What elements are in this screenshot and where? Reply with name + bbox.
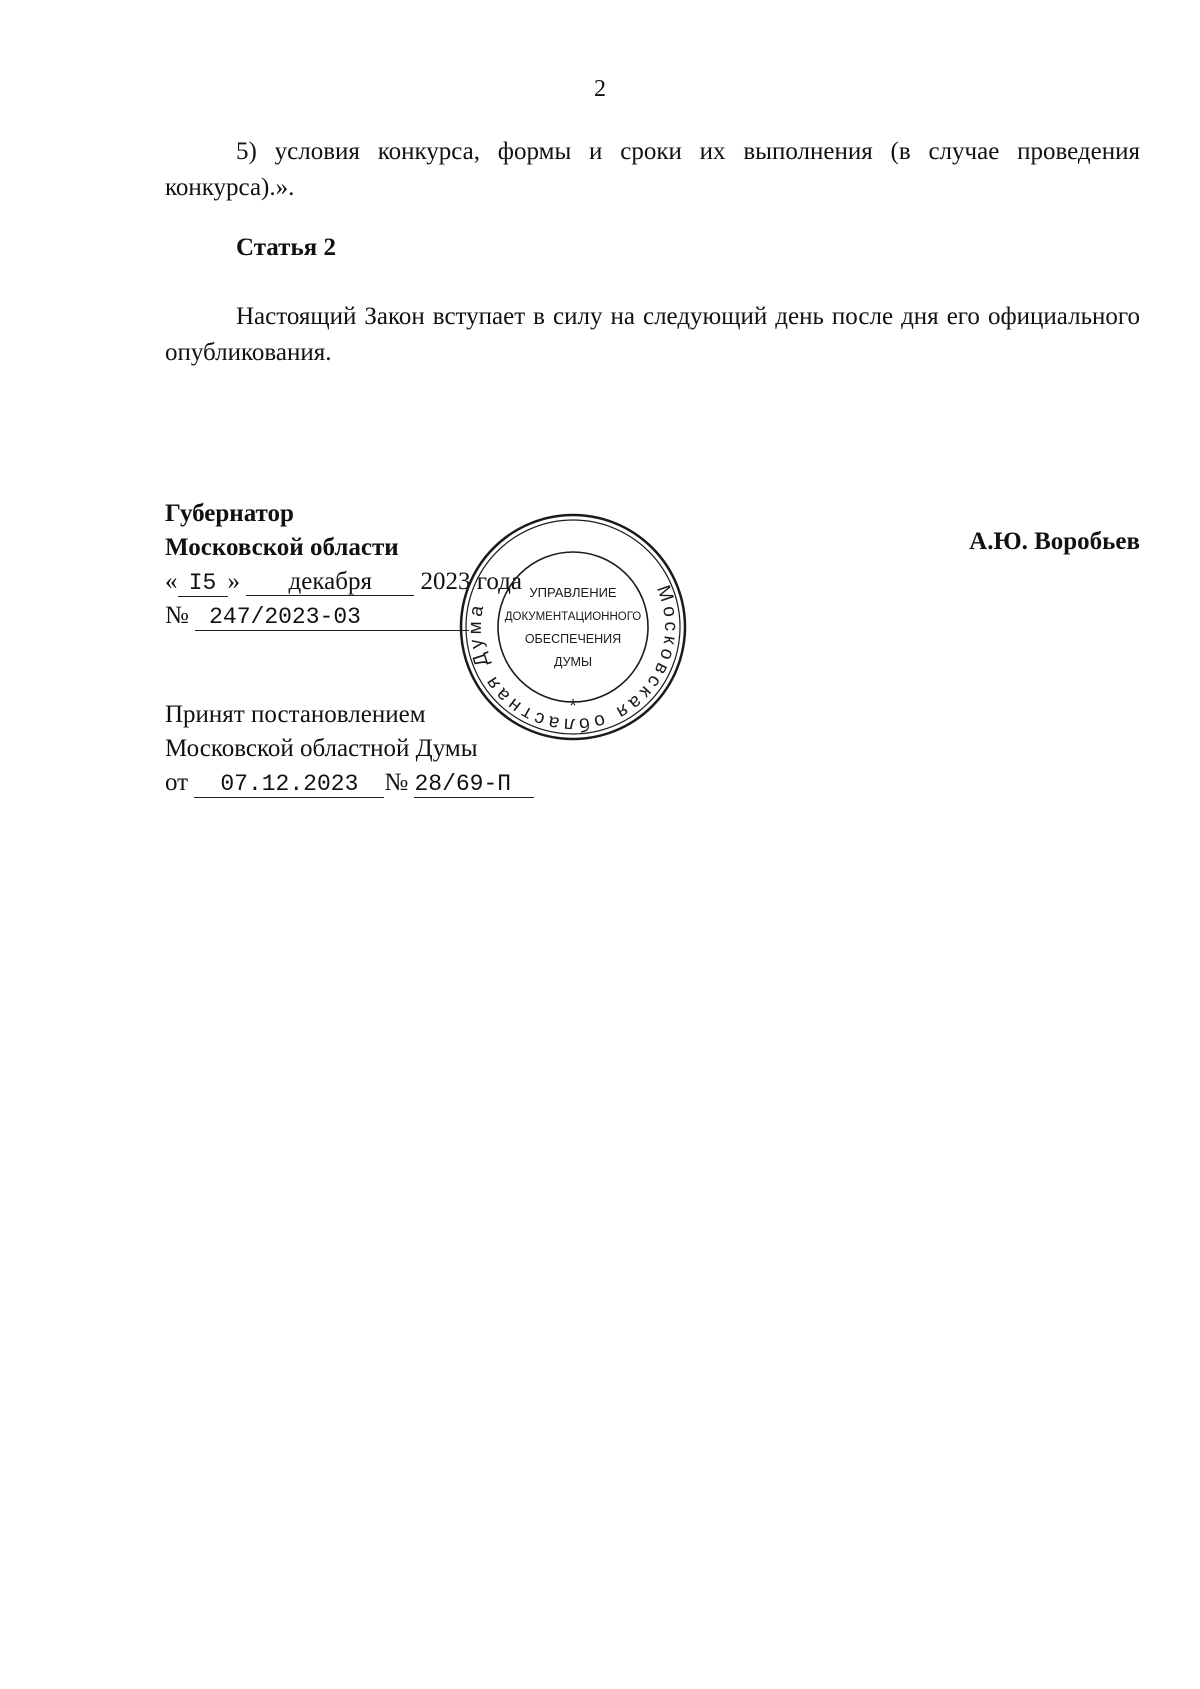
seal-ring-text: Московская областная Дума [464,582,682,736]
official-seal [458,512,688,742]
adoption-number-sign: № [384,769,409,796]
date-close-quote: » [227,568,240,595]
seal-center-line-2: ДОКУМЕНТАЦИОННОГО [504,611,642,623]
article-heading: Статья 2 [236,234,336,261]
date-day: I5 [178,570,228,597]
resolution-number: 28/69-П [414,771,534,798]
adoption-line-2: Московской областной Думы [165,735,478,762]
seal-center-line-1: УПРАВЛЕНИЕ [529,585,617,600]
adoption-date-line [165,766,534,800]
law-number-sign: № [165,602,189,629]
paragraph-competition-conditions: 5) условия конкурса, формы и сроки их выполнения (в случае проведения конкурса).». [165,138,1140,201]
signer-name: А.Ю. Воробьев [969,528,1140,555]
seal-center-line-3: ОБЕСПЕЧЕНИЯ [524,632,622,646]
adoption-from-label: от [165,769,189,796]
adoption-line-1: Принят постановлением [165,701,426,728]
date-month: декабря [246,569,414,596]
date-year: 2023 года [420,568,522,595]
law-number-line [165,599,469,633]
paragraph-entry-into-force: Настоящий Закон вступает в силу на следующий день после дня его официального опубликования. [165,303,1140,366]
governor-region: Московской области [165,534,399,561]
seal-star: * [569,696,577,716]
seal-inner-ring-2 [498,552,648,702]
governor-title: Губернатор [165,500,294,527]
date-open-quote: « [165,568,178,595]
law-number: 247/2023-03 [195,604,469,631]
page-number: 2 [594,76,606,102]
adoption-date: 07.12.2023 [194,771,384,798]
seal-center-line-4: ДУМЫ [553,655,593,669]
